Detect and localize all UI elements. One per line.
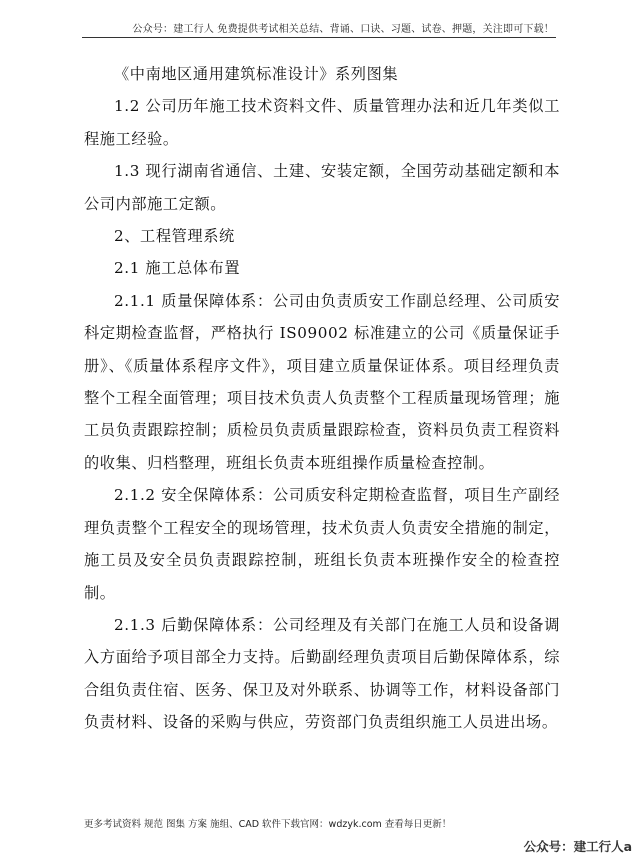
page-footer-text: 更多考试资料 规范 图集 方案 施组、CAD 软件下载官网：wdzyk.com 查看每日更新！ [84,819,452,830]
document-body [84,58,560,739]
paragraph-1-3: 1.3 现行湖南省通信、土建、安装定额，全国劳动基础定额和本公司内部施工定额。 [84,162,560,213]
header-divider [82,37,556,38]
paragraph-2-1-1: 2.1.1 质量保障体系：公司由负责质安工作副总经理、公司质安科定期检查监督，严格执行 IS09002 标准建立的公司《质量保证手册》、《质量体系程序文件》，项目建立质量保证体系。项目经理负责整个工程全面管理；项目技术负责人负责整个工程质量现场管理；施工员负责跟踪控制；质检员负责质量跟踪检查，资料员负责工程资料的收集、归档整理，班组长负责本班组操作质量检查控制。 [84,291,560,472]
paragraph-2-1-2: 2.1.2 安全保障体系：公司质安科定期检查监督，项目生产副经理负责整个工程安全的现场管理，技术负责人负责安全措施的制定，施工员及安全员负责跟踪控制，班组长负责本班操作安全的检查控制。 [84,486,560,602]
paragraph-reference-atlas: 《中南地区通用建筑标准设计》系列图集 [114,65,399,83]
page-header-text: 公众号：建工行人 免费提供考试相关总结、背诵、口诀、习题、试卷、押题，关注即可下载！ [132,24,554,35]
paragraph-1-2: 1.2 公司历年施工技术资料文件、质量管理办法和近几年类似工程施工经验。 [84,97,560,148]
section-heading-2-1: 2.1 施工总体布置 [114,259,241,278]
section-heading-2: 2、工程管理系统 [114,227,235,246]
paragraph-2-1-3: 2.1.3 后勤保障体系：公司经理及有关部门在施工人员和设备调入方面给予项目部全力支持。后勤副经理负责项目后勤保障体系，综合组负责住宿、医务、保卫及对外联系、协调等工作，材料设备部门负责材料、设备的采购与供应，劳资部门负责组织施工人员进出场。 [84,615,560,732]
watermark-text: 公众号：建工行人a [523,839,632,854]
